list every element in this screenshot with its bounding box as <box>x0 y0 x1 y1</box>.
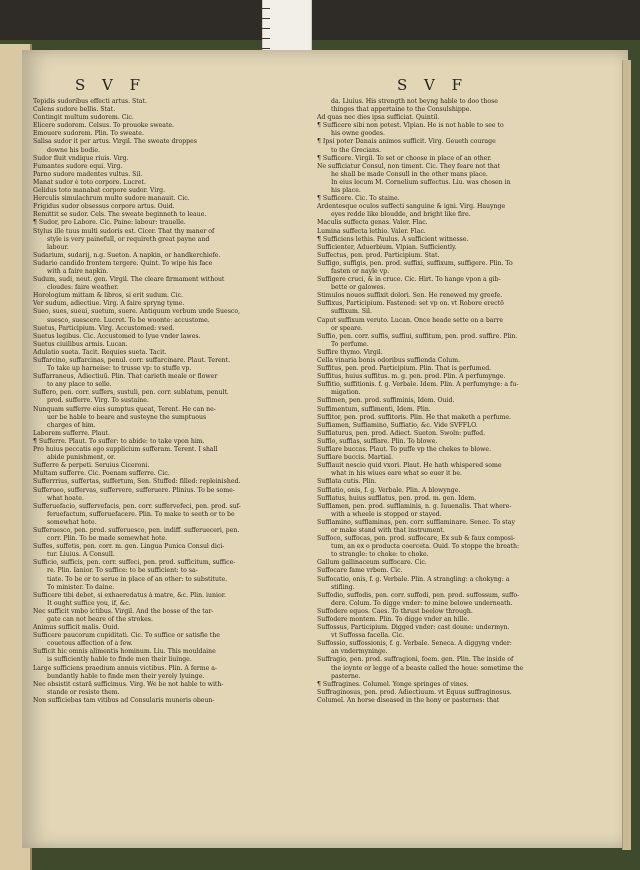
entry-line: gate can not beare of the strokes. <box>47 616 153 623</box>
entry-line: Tepidis sudoribus effecti artus. Stat. <box>33 98 147 105</box>
entry-line: Adulatio sueta. Tacit. Requies sueta. Tacit. <box>33 348 167 356</box>
entry-line: Suffixus, Participium. Fastened: set vp on. vt Robore erectō <box>317 300 504 308</box>
entry-line: ¶ Suffragines. Columel. Yonge springes of vines. <box>317 680 469 688</box>
entry-line: uer be hable to beare and susteyne the sumptuous <box>47 413 207 421</box>
entry-line: to strangle: to choke: to choke. <box>331 551 429 559</box>
entry-line: what in his wiues eare what so euer it be. <box>331 470 463 478</box>
entry-line: Suffraginosus, pen. prod. Adiectiuum. vt Equus suffraginosus. <box>317 688 512 696</box>
entry-line: couetous affection of a few. <box>47 640 133 648</box>
entry-line: Caput suffixum veruto. Lucan. Once heade sette on a barre <box>317 316 504 324</box>
entry-line: To take up harneise: to trusse vp: to stuffe vp. <box>47 365 192 373</box>
entry-line: tur. Liuius. A Consull. <box>47 551 115 559</box>
entry-line: Suetus legibus. Cic. Accustomed to lyue vnder lawes. <box>33 332 201 340</box>
entry-line: Stylus ille tuus multi sudoris est. Cicer. That thy maner of <box>33 227 215 235</box>
entry-line: vt Suffossa facella. Cic. <box>331 632 405 640</box>
entry-line: Sufflata cutis. Plin. <box>317 478 377 486</box>
entry-line: Sufflare buccis. Martial. <box>317 454 393 462</box>
entry-line: It ought suffice you, if, &c. <box>47 599 131 607</box>
entry-line: ¶ Sudor, pro Labore. Cic. Paine: labour: trauelle. <box>33 219 186 227</box>
entry-line: his owne goodes. <box>331 130 385 138</box>
entry-line: or speare. <box>331 324 363 332</box>
entry-line: the ioynte or legge of a beaste called the houe: sometime the <box>331 664 524 672</box>
entry-line: Gallum gallinaceum suffocare. Cic. <box>317 559 427 567</box>
entry-line: eyes redde like bloudde, and bright like fire. <box>331 211 471 219</box>
entry-line: ¶ Sufficere. Cic. To staine. <box>317 195 400 203</box>
entry-line: Suffitor, pen. prod. suffitoris. Plin. He that maketh a perfume. <box>317 413 511 421</box>
entry-line: downe his bodie. <box>47 146 100 154</box>
entry-line: feruefactum, sufferuefacere. Plin. To make to seeth or to be <box>47 510 235 518</box>
entry-line: ¶ Ipsi poter Danais animos sufficit. Virg. Geueth courage <box>317 138 496 146</box>
entry-line: To minister. To daine. <box>47 583 115 591</box>
entry-line: suesco, suescere. Lucret. To be woonte: accustome. <box>47 316 210 324</box>
entry-line: with a wheele is stopped or stayed. <box>331 510 442 518</box>
entry-line: Nec obsistit cstarā sufficimus. Virg. We be not hable to with- <box>33 680 224 688</box>
entry-line: Sudum, sudi, neut. gen. Virgil. The cleare firmament without <box>33 276 225 284</box>
entry-line: Elicere sudorem. Celsus. To prouoke sweate. <box>33 122 175 130</box>
entry-line: ¶ Sufficiens lethis. Paulus. A sufficient witnesse. <box>317 235 469 243</box>
entry-line: cloudes: faire weather. <box>47 284 119 292</box>
entry-line: Sufferre & perpeti. Seruius Ciceroni. <box>33 462 150 470</box>
entry-line: Cella vinaria bonis odoribus suffienda Colum. <box>317 357 461 364</box>
entry-line: ¶ Sufferre. Plaut. To suffer: to abide: to take vpon him. <box>33 437 205 445</box>
entry-line: Sufficio, sufficis, pen. corr. suffeci, pen. prod. sufficitum, suffice- <box>33 559 236 567</box>
entry-line: Sufferrrius, suffertas, suffertum, Sen. Stuffed: filled: repleinished. <box>33 478 241 486</box>
ruler-tick <box>262 28 270 29</box>
right-text-column <box>317 98 590 705</box>
entry-line: Sufficere tibi debet, si exhaeredatus à matre, &c. Plin. iunior. <box>33 591 226 599</box>
entry-line: Suffodio, suffodis, pen. corr. suffodi, pen. prod. suffossum, suffo- <box>317 591 520 599</box>
entry-line: Large sufficiens praedium annuis victibus. Plin. A ferme a- <box>33 664 218 672</box>
running-head-left: S V F <box>75 76 147 94</box>
entry-line: is sufficiently hable to finde men their liuinge. <box>47 656 192 664</box>
entry-line: Frigidus sudor obsessus corpore artus. Ouid. <box>33 203 175 211</box>
entry-line: Pro huius peccatis ego supplicium sufferam. Terent. I shall <box>33 446 218 454</box>
entry-line: to any place to selle. <box>47 381 112 389</box>
entry-line: Suffossio, suffossionis, f. g. Verbale. Seneca. A diggyng vnder: <box>317 640 512 648</box>
entry-line: Suffire thymo. Virgil. <box>317 348 383 356</box>
entry-line: Sufferueo, suffervas, suffervere, sufferuere. Plinius. To be some- <box>33 486 235 494</box>
entry-line: Remittit se sudor. Cels. The sweate beginneth to leaue. <box>33 211 207 219</box>
entry-line: Suffero, pen. corr. suffers, sustuli, pen. corr. sublatum, penult. <box>33 389 229 397</box>
entry-line: Sufficienter, Aduerbium. Vlpian. Sufficiently. <box>317 243 457 251</box>
entry-line: Suffigere cruci, & in cruce. Cic. Hirt. To hange vpon a gib- <box>317 276 501 284</box>
entry-line: Suffimentum, suffimenti, Idem. Plin. <box>317 405 431 413</box>
entry-line: Nec sufficit vmbo ictibus. Virgil. And the bosse of the tar- <box>33 607 214 615</box>
entry-line: Suffio, pen. corr. suffis, suffiui, suffitum, pen. prod. suffire. Plin. <box>317 332 518 340</box>
entry-line: his place. <box>331 187 361 195</box>
entry-line: bundantly hable to finde men their yerely lyuinge. <box>47 672 205 680</box>
entry-line: Sudario candido frontem tergere. Quint. To wipe his face <box>33 259 213 267</box>
ruler-tick <box>262 8 270 9</box>
entry-line: Stimulos nouos suffixit dolori. Sen. He renewed my greefe. <box>317 292 503 300</box>
left-text-column <box>33 98 306 705</box>
running-head-right: S V F <box>397 76 469 94</box>
entry-line: tum, an ex o producta coerceta. Ouid. To stoppe the breath: <box>331 543 520 551</box>
entry-line: Suffarraneus, Adiectiuū. Plin. That carieth meale or flower <box>33 373 218 381</box>
entry-line: To perfume. <box>331 340 369 348</box>
entry-line: Sufflamino, sufflaminas, pen. corr. sufflaminare. Senec. To stay <box>317 518 515 526</box>
page-edge <box>622 60 631 850</box>
entry-line: dere. Colum. To digge vnder: to mine belowe underneath. <box>331 599 513 607</box>
entry-line: Sufflamen, pen. prod. sufflaminis, n. g. Iuuenalis. That where- <box>317 502 512 510</box>
entry-line: Non sufficiebas tam vitibus ad Consularis muneris obeun- <box>33 696 215 704</box>
entry-line: Suffimen, pen. prod. suffiminis, Idem. Ouid. <box>317 397 455 405</box>
entry-line: fasten or nayle vp. <box>331 267 390 275</box>
entry-line: Multam sufferre. Cic. Poenam sufferre. Cic. <box>33 470 170 478</box>
entry-line: stifling. <box>331 583 355 591</box>
entry-line: Ne sufficiatur Consul, non timent. Cic. They feare not that <box>317 162 501 170</box>
entry-line: corr. Plin. To be made somewhat hote. <box>47 535 168 543</box>
entry-line: Suffodere montem. Plin. To digge vnder an hille. <box>317 616 470 623</box>
entry-line: Suffiamen, Suffiamino, Suffiatio, &c. Vide SVFFLO. <box>317 421 478 429</box>
entry-line: Suffocare fame vrbem. Cic. <box>317 567 403 575</box>
entry-line: Nunquam sufferre eius sumptus queat, Terent. He can ne- <box>33 405 216 413</box>
entry-line: Suffes, suffetis, pen. corr. m. gen. Lingua Punica Consul dici- <box>33 543 225 551</box>
entry-line: tiate. To be or to serue in place of an other: to substitute. <box>47 575 228 583</box>
entry-line: Sufferuefacio, suffervefacis, pen. corr. suffervefeci, pen. prod. suf- <box>33 502 241 510</box>
entry-line: Fumantes sudore equi. Virg. <box>33 162 123 170</box>
entry-line: Suffossus, Participium. Digged vnder: cast doune: undermyn. <box>317 624 510 632</box>
entry-line: Herculis simulachrum multo sudore manauit. Cic. <box>33 195 190 203</box>
entry-line: Sufficere paucorum cupiditati. Cic. To suffice or satisfie the <box>33 632 220 640</box>
entry-line: Ardentesque oculos suffecti sanguine & igni. Virg. Hauynge <box>317 203 506 211</box>
entry-line: In eius locum M. Cornelium suffectus. Liu. was chosen in <box>331 178 511 186</box>
entry-line: Suffitio, suffitionis. f. g. Verbale. Idem. Plin. A perfumynge: a fu- <box>317 381 519 389</box>
entry-line: what hoate. <box>47 494 84 502</box>
entry-line: Sufflo, sufflas, sufflare. Plin. To blowe. <box>317 437 438 445</box>
entry-line: Emouere sudorem. Plin. To sweate. <box>33 130 144 138</box>
entry-line: re. Plin. Ianior. To suffice: to be sufficient: to sa- <box>47 567 198 575</box>
entry-line: Ad quas nec dies ipsa sufficiat. Quintil. <box>317 114 440 122</box>
entry-line: Suetus ciuilibus armis. Lucan. <box>33 340 128 348</box>
entry-line: Suffigo, suffigis, pen. prod. suffixi, suffixum, suffigere. Plin. To <box>317 259 513 267</box>
entry-line: da. Liuius. His strength not beyng hable to doo those <box>331 98 498 105</box>
entry-line: Maculis suffecta genas. Valer. Flac. <box>317 219 428 227</box>
entry-line: Suetus, Participium. Virg. Accustomed: vsed. <box>33 324 175 332</box>
entry-line: Sufflatio, onis, f. g. Verbale. Plin. A blowynge. <box>317 486 461 494</box>
entry-line: Sufficit hic omnis alimentis hominum. Liu. This mouldaine <box>33 648 216 656</box>
entry-line: Suffocatio, onis, f. g. Verbale. Plin. A strangling: a chokyng: a <box>317 575 510 583</box>
entry-line: Contingit multum sudorem. Cic. <box>33 114 134 122</box>
entry-line: Suffarcino, suffarcinas, penul. corr. suffarcinare. Plaut. Terent. <box>33 357 231 364</box>
entry-line: Suffoco, suffocas, pen. prod. suffocare, Ex sub & faux composi- <box>317 535 516 543</box>
entry-line: Sudarium, sudarij, n.g. Sueton. A napkin, or handkerchiefe. <box>33 251 221 259</box>
entry-line: thinges that appertaine to the Consulshippe. <box>331 106 472 114</box>
entry-line: Columel. An horse diseased in the hony or pasternes: that <box>317 696 500 704</box>
entry-line: Manat sudor è toto corpore. Lucret. <box>33 178 146 186</box>
entry-line: Suffodere equos. Caes. To thrust beelow through. <box>317 607 473 615</box>
entry-line: Sufflaturus, pen. prod. Adiect. Sueton. Swoln: puffed. <box>317 429 486 437</box>
entry-line: he shall be made Consull in the other mans place. <box>331 170 488 178</box>
entry-line: Animus sufficit malis. Ouid. <box>33 624 120 632</box>
entry-line: ¶ Sufficere sibi non potest. Vlpian. He is not hable to see to <box>317 122 504 130</box>
entry-line: ¶ Sufficere. Virgil. To set or choose in place of an other. <box>317 154 492 162</box>
entry-line: Suffectus, pen. prod. Participium. Stat. <box>317 251 440 259</box>
entry-line: Suffragio, pen. prod. suffragioni, foem. gen. Plin. The inside of <box>317 656 514 664</box>
entry-line: Laborem sufferre. Plaut. <box>33 429 110 437</box>
entry-line: an vndermyninge. <box>331 648 388 656</box>
entry-line: Gelidus toto manabat corpore sudor. Virg. <box>33 187 166 195</box>
entry-line: Salisa sudor it per artus. Virgil. The sweate droppes <box>33 138 197 146</box>
ruler-tick <box>262 48 270 49</box>
entry-line: Sueo, sues, sueui, suetum, suere. Antiquum verbum unde Suesco, <box>33 308 241 316</box>
entry-line: or make stand with that instrument. <box>331 526 445 534</box>
entry-line: labour. <box>47 243 69 251</box>
entry-line: suffixum. Sil. <box>331 308 372 316</box>
entry-line: Ver sudum, adiectiue. Virg. A faire spryng tyme. <box>33 300 185 308</box>
entry-line: with a faire napkin. <box>47 267 109 275</box>
ruler-tick <box>262 38 270 39</box>
entry-line: charges of him. <box>47 421 96 429</box>
entry-line: somewhat hote. <box>47 518 97 526</box>
ruler-tick <box>262 18 270 19</box>
entry-line: Suffitus, pen. prod. Participium. Plin. That is perfumed. <box>317 365 492 373</box>
entry-line: to the Grecians. <box>331 146 382 154</box>
entry-line: Calens sudore bellis. Stat. <box>33 106 116 114</box>
entry-line: Sufflauit nescio quid vxori. Plaut. He hath whispered some <box>317 462 502 470</box>
entry-line: stande or resiste them. <box>47 688 120 696</box>
entry-line: abide punishment, or. <box>47 454 116 462</box>
entry-line: Parno sudore madentes vultus. Sil. <box>33 170 143 178</box>
entry-line: bette or galowes. <box>331 284 386 292</box>
entry-line: Suffitus, huius suffitus. m. g. pen. prod. Plin. A perfumynge. <box>317 373 506 381</box>
entry-line: migation. <box>331 389 361 397</box>
entry-line: Sufferuesco, pen. prod. sufferuesco, pen. indiff. sufferueceri, pen. <box>33 526 240 534</box>
entry-line: Sufflatus, huius sufflatus, pen. prod. m. gen. Idem. <box>317 494 477 502</box>
entry-line: Sudor fluit vndique riuis. Virg. <box>33 154 129 162</box>
entry-line: prod. sufferre. Virg. To sustaine. <box>47 397 149 405</box>
entry-line: Lumina suffecta lethio. Valer. Flac. <box>317 227 426 235</box>
entry-line: Horologium mittam & libros, si erit sudum. Cic. <box>33 292 184 300</box>
entry-line: Sufflare buccas. Plaut. To puffe vp the chekes to blowe. <box>317 446 492 454</box>
entry-line: pasterne. <box>331 672 361 680</box>
entry-line: style is very painefull, or requireth great payne and <box>47 235 210 243</box>
